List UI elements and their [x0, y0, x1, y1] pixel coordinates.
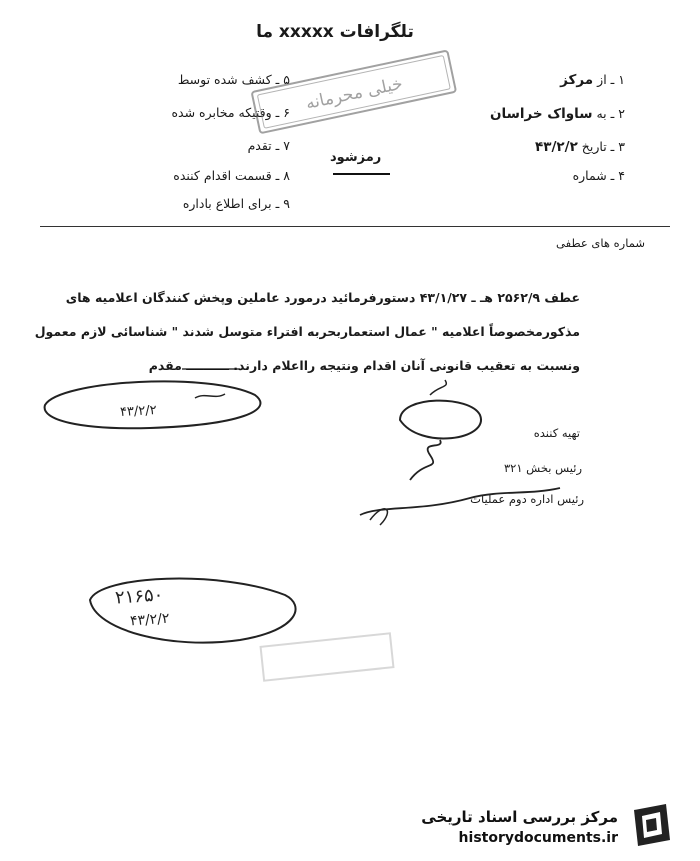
- body-line-3: ونسبت به تعقیب قانونی آنان اقدام ونتیجه رااعلام دارند. ــــــــــ مقدم: [148, 358, 580, 373]
- sig-section-head: رئیس بخش ۳۲۱: [503, 461, 582, 475]
- sig-prepared-by: تهیه کننده: [533, 426, 580, 440]
- field-from-value: مرکز: [560, 72, 594, 88]
- signature-scribble: [410, 440, 441, 480]
- field-from-label: ۱ ـ از: [597, 72, 625, 87]
- signature-loop-left: [45, 381, 261, 428]
- field-number-label: ۴ ـ شماره: [572, 168, 625, 183]
- signature-strike: [360, 488, 560, 515]
- handwritten-number: ۲۱۶۵۰: [114, 584, 165, 609]
- field-to-value: ساواک خراسان: [489, 106, 593, 122]
- stamp-text: خیلی محرمانه: [304, 73, 405, 114]
- document-title: تلگرافات xxxxx ما: [256, 22, 414, 42]
- confidential-stamp: [252, 51, 456, 134]
- field-priority: ۷ ـ تقدم: [247, 138, 290, 153]
- field-decoded-by: ۵ ـ کشف شده توسط: [177, 72, 290, 87]
- field-to-label: ۲ ـ به: [596, 106, 625, 121]
- signature-loop-right: [400, 401, 481, 439]
- footer-url[interactable]: historydocuments.ir: [458, 830, 618, 846]
- body-line-2: مذکورمخصوصاً اعلامیه " عمال استعماربحربه افتراء متوسل شدند " شناسائی لازم معمول: [34, 324, 580, 339]
- sig-dept-head: رئیس اداره دوم عملیات: [470, 492, 584, 506]
- footer-archive-name: مرکز بررسی اسناد تاریخی: [421, 808, 618, 826]
- archive-logo-icon: [628, 800, 676, 850]
- field-for-info: ۹ ـ برای اطلاع باداره: [182, 196, 290, 211]
- reference-label: شماره های عطفی: [556, 236, 645, 250]
- field-date-value: ۴۳/۲/۲: [534, 139, 578, 155]
- body-line-1: عطف ۲۵۶۲/۹ هـ ـ ۴۳/۱/۲۷ دستورفرمائید درمورد عاملین وپخش کنندگان اعلامیه های: [65, 290, 580, 305]
- code-word: رمزشود: [330, 150, 382, 165]
- field-action-section: ۸ ـ قسمت اقدام کننده: [173, 168, 290, 183]
- handwritten-date-bottom: ۴۳/۲/۲: [129, 610, 171, 630]
- faded-stamp: [261, 633, 394, 680]
- field-transmitted-when: ۶ ـ وقتیکه مخابره شده: [171, 105, 290, 120]
- field-date-label: ۳ ـ تاریخ: [581, 139, 625, 154]
- handwritten-date-top: ۴۳/۲/۲: [119, 403, 158, 420]
- signature-loop-bottom: [90, 579, 296, 643]
